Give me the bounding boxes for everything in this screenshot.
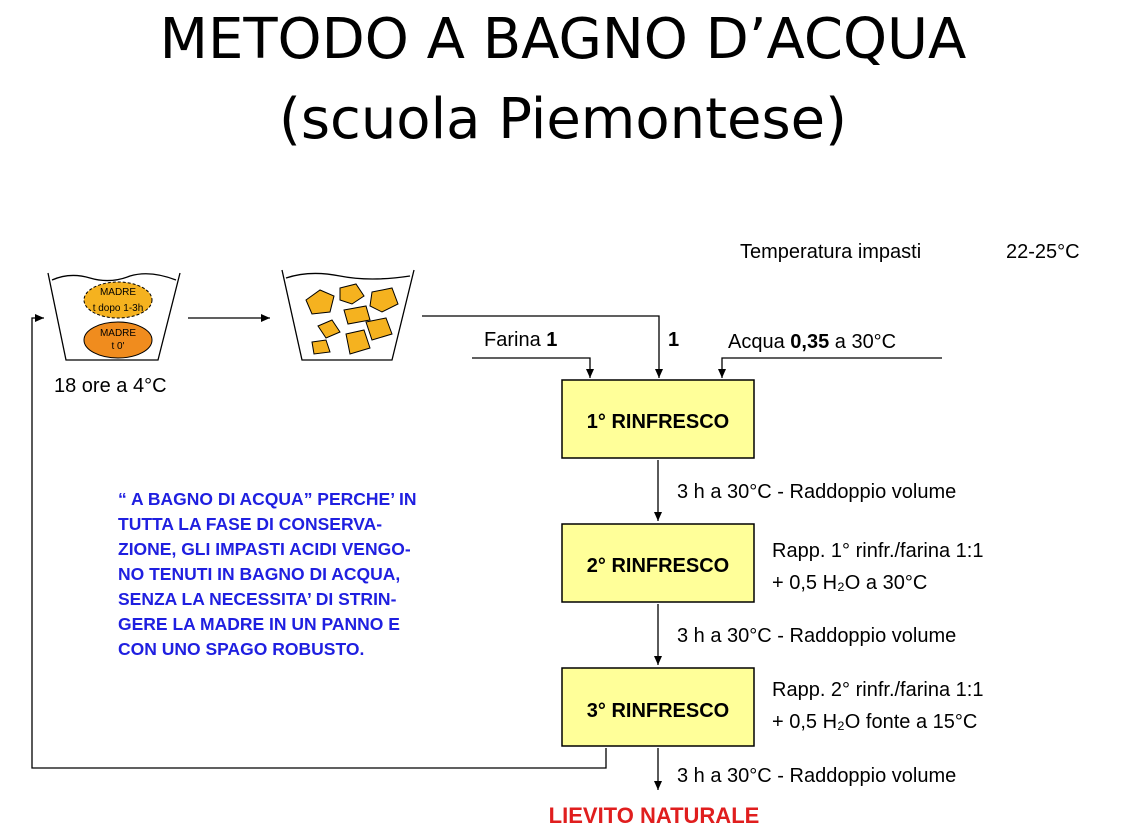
transition-1-label: 3 h a 30°C - Raddoppio volume <box>677 481 957 503</box>
transition-2-label: 3 h a 30°C - Raddoppio volume <box>677 625 957 647</box>
note-line: GERE LA MADRE IN UN PANNO E <box>118 614 400 634</box>
rinfresco-3-label: 3° RINFRESCO <box>586 700 730 722</box>
bowl-dough-pieces <box>282 270 414 360</box>
rinfresco-3-note-line1: Rapp. 2° rinfr./farina 1:1 <box>772 679 984 701</box>
note-line: CON UNO SPAGO ROBUSTO. <box>118 639 365 659</box>
rinfresco-2-note-line1: Rapp. 1° rinfr./farina 1:1 <box>772 540 984 562</box>
arrow-flour-input <box>472 358 590 378</box>
note-line: ZIONE, GLI IMPASTI ACIDI VENGO- <box>118 539 411 559</box>
rinfresco-3-note-line2: + 0,5 H₂O fonte a 15°C <box>772 711 978 733</box>
water-input-label: Acqua 0,35 a 30°C <box>728 331 897 353</box>
arrow-water-input <box>722 358 942 378</box>
bowl1-top-label-2: t dopo 1-3h <box>92 303 144 314</box>
slide-title-line1: METODO A BAGNO D’ACQUA <box>159 7 967 72</box>
bowl1-top-label-1: MADRE <box>99 287 137 298</box>
note-line: TUTTA LA FASE DI CONSERVA- <box>118 514 383 534</box>
rinfresco-2-note-line2: + 0,5 H₂O a 30°C <box>772 572 928 594</box>
flour-input-label: Farina 1 <box>484 329 558 351</box>
bowl1-bottom-label-2: t 0' <box>111 341 125 352</box>
result-label: LIEVITO NATURALE <box>548 803 760 828</box>
explanation-note <box>118 489 417 659</box>
rinfresco-1-label: 1° RINFRESCO <box>586 411 730 433</box>
bowl1-bottom-label-1: MADRE <box>99 328 137 339</box>
bowl1-caption: 18 ore a 4°C <box>54 375 167 397</box>
note-line: NO TENUTI IN BAGNO DI ACQUA, <box>118 564 401 584</box>
slide-title-line2: (scuola Piemontese) <box>279 87 847 152</box>
middle-input-value: 1 <box>668 329 680 351</box>
rinfresco-2-label: 2° RINFRESCO <box>586 555 730 577</box>
bowl-mother-dough <box>48 273 180 360</box>
temperature-label: Temperatura impasti <box>740 241 922 263</box>
transition-3-label: 3 h a 30°C - Raddoppio volume <box>677 765 957 787</box>
temperature-value: 22-25°C <box>1006 241 1080 263</box>
note-line: SENZA LA NECESSITA’ DI STRIN- <box>118 589 397 609</box>
note-line: “ A BAGNO DI ACQUA” PERCHE’ IN <box>118 489 417 509</box>
